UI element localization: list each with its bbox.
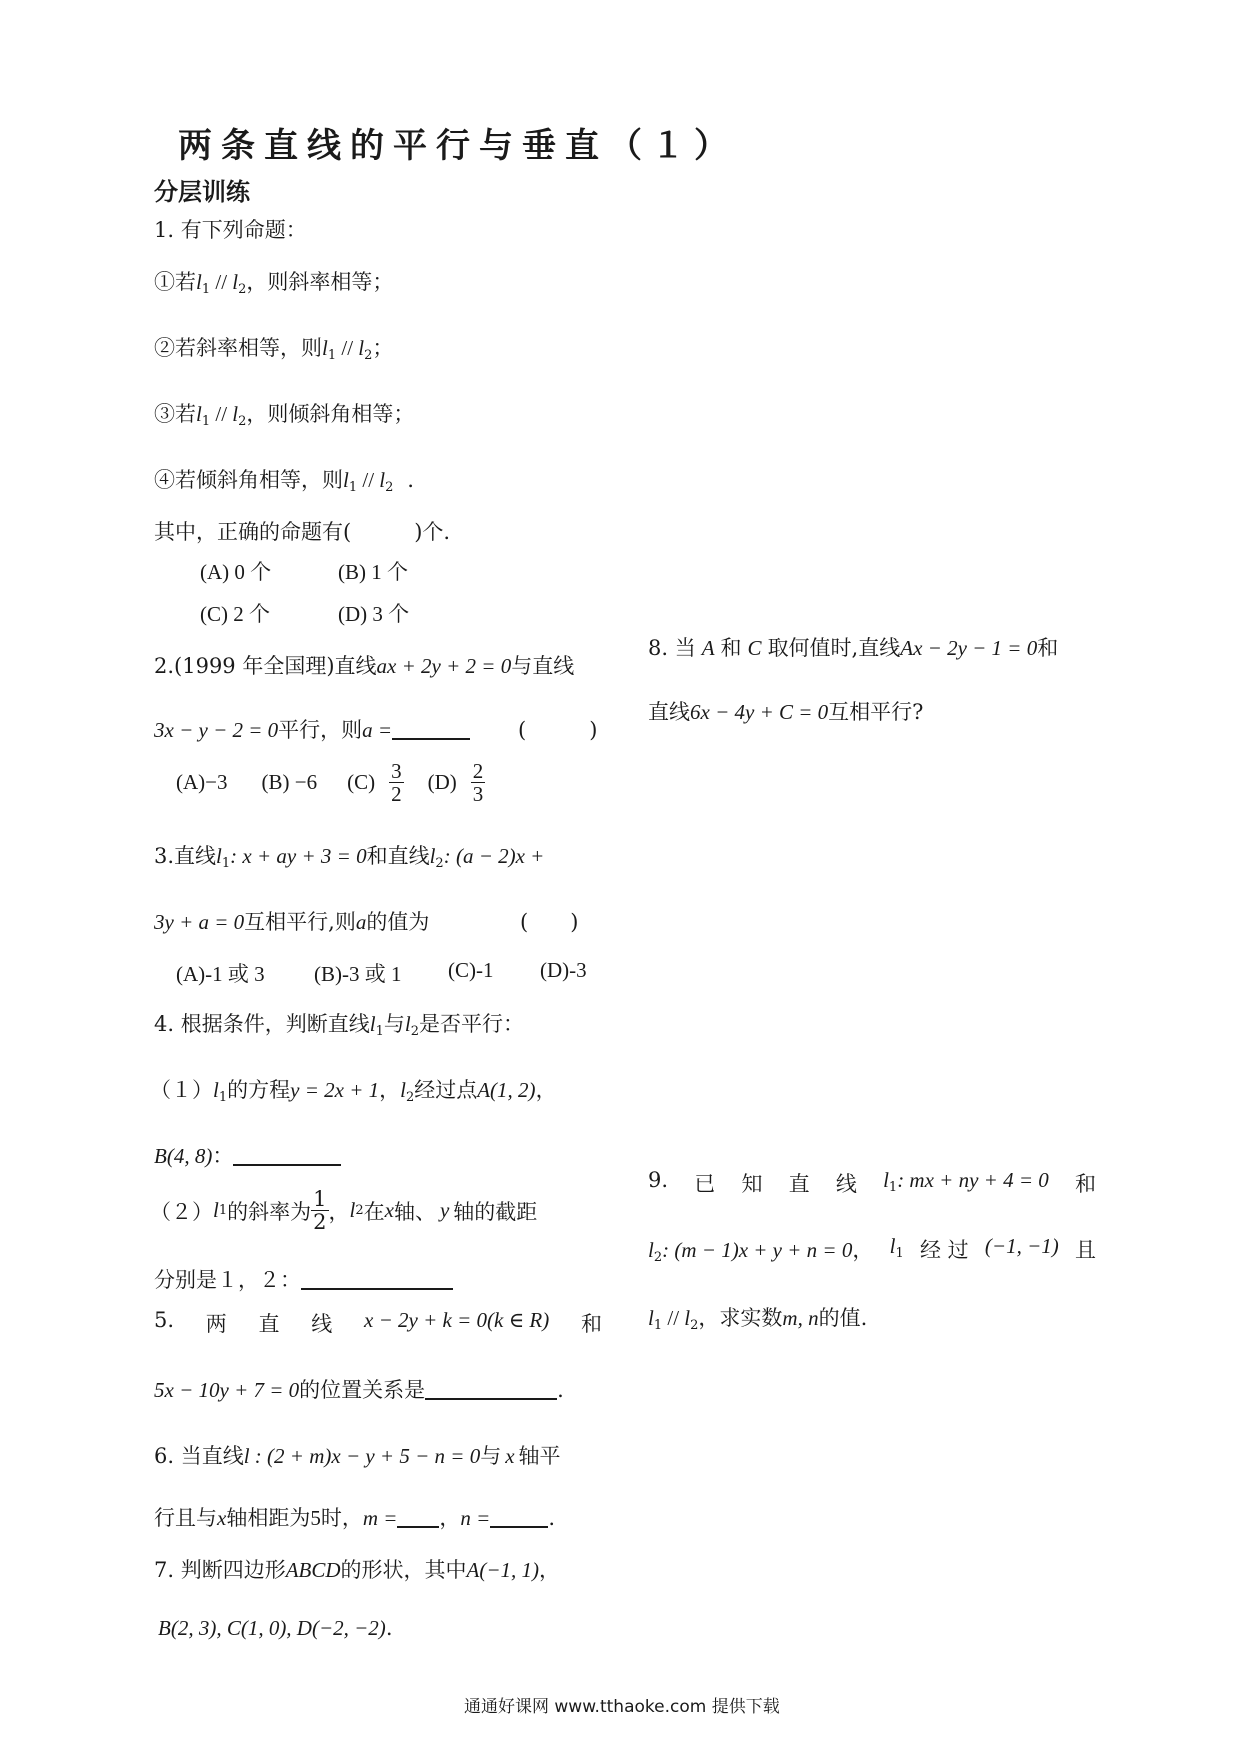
q2-line-1: 2.(1999 年全国理)直线ax + 2y + 2 = 0与直线	[154, 654, 575, 678]
q4-stem: 4. 根据条件，判断直线$l_1$与$l_2$是否平行：	[154, 1012, 524, 1039]
section-heading: 分层训练	[154, 178, 250, 206]
q3-option-d: (D)-3	[540, 958, 587, 982]
q1-statement-3: ③若$l_1 // l_2$，则倾斜角相等；	[154, 402, 415, 429]
page-title: 两条直线的平行与垂直（１）	[178, 126, 737, 166]
q2-fraction-c: $\frac{3}{2}$	[391, 759, 402, 807]
q3-option-c: (C)-1	[448, 958, 494, 982]
q7-line-2: B(2, 3), C(1, 0), D(−2, −2).	[158, 1616, 393, 1640]
q4-part-1-cont: B(4, 8)：	[154, 1140, 341, 1170]
q9-line-3: $l_1 // l_2$，求实数m, n的值.	[648, 1306, 868, 1333]
q2-option-b: (B) −6	[261, 770, 318, 795]
q1-stem: 1. 有下列命题：	[154, 218, 307, 242]
q1-option-b: (B) 1 个	[338, 560, 408, 584]
q4-fraction: $\frac{1}{2}$	[313, 1187, 327, 1235]
q8-line-1: 8. 当 A 和 C 取何值时,直线Ax − 2y − 1 = 0和	[648, 636, 1059, 660]
q1-option-a: (A) 0 个	[200, 560, 272, 584]
q2-line-2: 3x − y − 2 = 0平行，则a =	[154, 714, 470, 744]
q3-option-b: (B)-3 或 1	[314, 962, 402, 986]
q3-option-a: (A)-1 或 3	[176, 962, 265, 986]
q5-line-2: 5x − 10y + 7 = 0的位置关系是 .	[154, 1378, 564, 1402]
q3-paren: ( )	[520, 910, 579, 934]
q2-option-a: (A)−3	[176, 770, 228, 795]
q9-line-1: 9. 已 知 直 线 $l_1$: mx + ny + 4 = 0 和	[648, 1168, 1096, 1196]
q2-option-d: (D)	[427, 770, 457, 795]
q4-answer-blank-2	[301, 1268, 453, 1290]
q4-answer-blank-1	[233, 1144, 341, 1166]
q4-part-1: $(1)l_1$的方程y = 2x + 1，$l_2$经过点A(1, 2)，	[150, 1078, 557, 1105]
q3-line-1: 3.直线$l_1$: x + ay + 3 = 0和直线$l_2$: (a − 2)x +	[154, 844, 545, 871]
q2-fraction-d: $\frac{2}{3}$	[472, 759, 484, 807]
q4-part-2-cont: 分别是１，２：	[154, 1264, 453, 1294]
q9-line-2: $l_2$: (m − 1)x + y + n = 0， $l_1$ 经 过 (−1, −1) 且	[648, 1234, 1096, 1265]
q6-m-blank	[397, 1506, 439, 1528]
q1-statement-1: ①若$l_1 // l_2$，则斜率相等；	[154, 270, 394, 297]
q1-question: 其中，正确的命题有( )个.	[154, 520, 451, 544]
q6-line-1: 6. 当直线l : (2 + m)x − y + 5 − n = 0与 x 轴平	[154, 1444, 561, 1468]
q5-line-1: 5. 两 直 线 x − 2y + k = 0(k ∈ R) 和	[154, 1308, 602, 1336]
q3-line-2: 3y + a = 0互相平行,则a的值为	[154, 910, 430, 934]
q1-statement-2: ②若斜率相等，则$l_1 // l_2$；	[154, 336, 394, 363]
q5-answer-blank	[425, 1378, 557, 1400]
q1-option-c: (C) 2 个	[200, 602, 270, 626]
q1-option-d: (D) 3 个	[338, 602, 410, 626]
q8-line-2: 直线6x − 4y + C = 0互相平行?	[648, 700, 924, 724]
q1-statement-4: ④若倾斜角相等，则$l_1 // l_2$ ．	[154, 468, 429, 495]
q2-paren: ( )	[518, 718, 598, 742]
q4-part-2: （２） l 1 的斜率为 $\frac{1}{2}$ ， l 2 在 x 轴、 y 轴的截距	[150, 1187, 538, 1235]
q2-options	[176, 760, 485, 805]
q6-line-2: 行且与x轴相距为5时，m = ，n = .	[154, 1506, 556, 1530]
page-footer: 通通好课网 www.tthaoke.com 提供下载	[464, 1697, 780, 1717]
q6-n-blank	[490, 1506, 548, 1528]
q7-line-1: 7. 判断四边形ABCD的形状，其中A(−1, 1)，	[154, 1558, 561, 1582]
q2-option-c: (C)	[347, 770, 376, 795]
q2-answer-blank	[392, 718, 470, 740]
